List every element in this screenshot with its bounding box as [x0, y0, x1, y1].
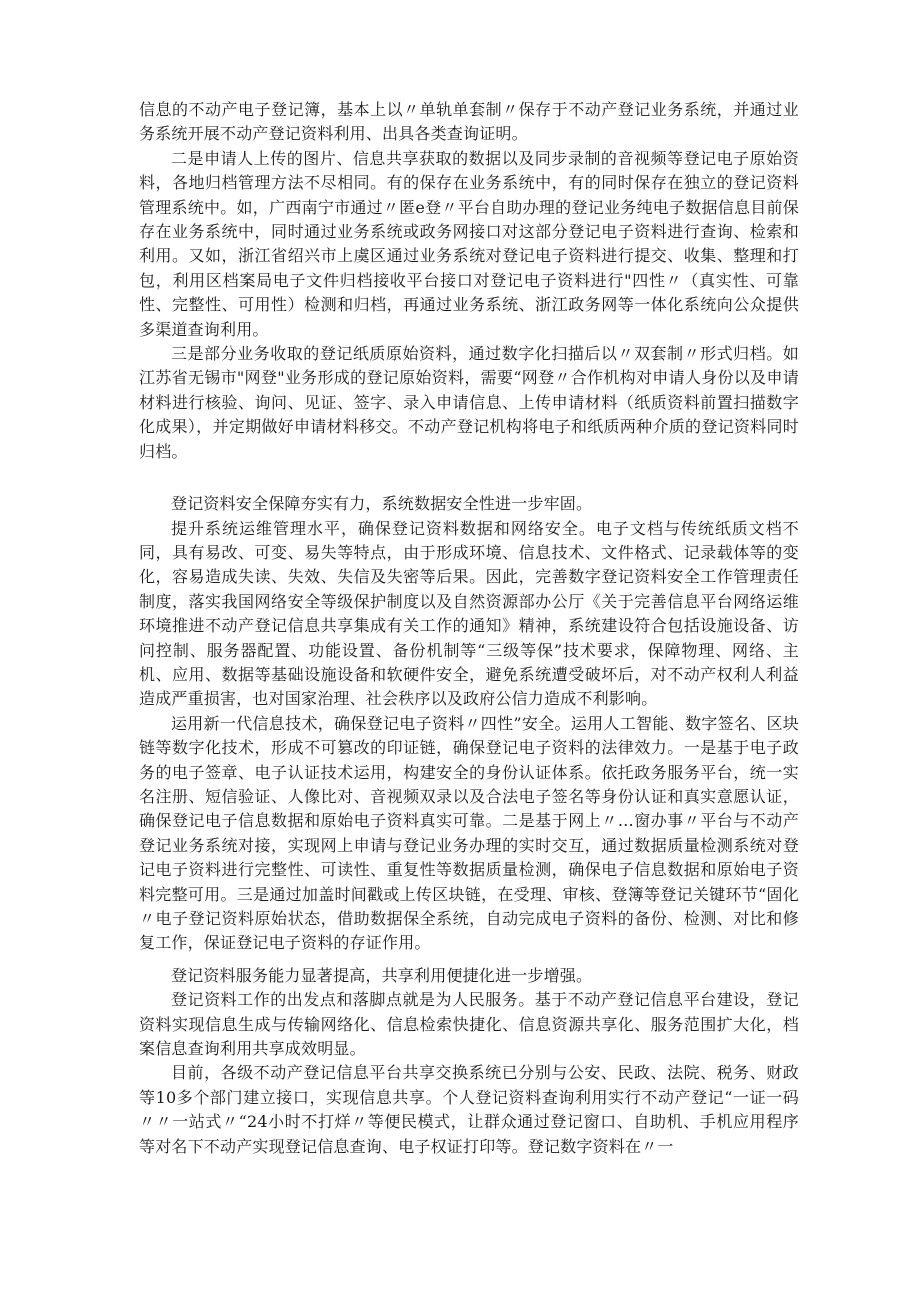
- paragraph-3: 三是部分业务收取的登记纸质原始资料，通过数字化扫描后以〃双套制〃形式归档。如江苏省无锡市"网登"业务形成的登记原始资料，需要“网登〃合作机构对申请人身份以及申请材料进行核验、询问、见证、签字、录入申请信息、上传申请材料（纸质资料前置扫描数字化成果），并定期做好申请材料移交。不动产登记机构将电子和纸质两种介质的登记资料同时归档。: [139, 344, 799, 461]
- paragraph-1: 信息的不动产电子登记簿，基本上以〃单轨单套制〃保存于不动产登记业务系统，并通过业务系统开展不动产登记资料利用、出具各类查询证明。: [139, 100, 799, 144]
- paragraph-7: 目前，各级不动产登记信息平台共享交换系统已分别与公安、民政、法院、税务、财政等10多个部门建立接口，实现信息共享。个人登记资料查询利用实行不动产登记“一证一码〃〃一站式〃“24小时不打烊〃等便民模式，让群众通过登记窗口、自助机、手机应用程序等对名下不动产实现登记信息查询、电子权证打印等。登记数字资料在〃一: [139, 1063, 799, 1156]
- paragraph-6: 登记资料工作的出发点和落脚点就是为人民服务。基于不动产登记信息平台建设，登记资料实现信息生成与传输网络化、信息检索快捷化、信息资源共享化、服务范围扩大化，档案信息查询利用共享成效明显。: [139, 990, 799, 1059]
- section-heading-service: 登记资料服务能力显著提高，共享利用便捷化进一步增强。: [171, 965, 593, 985]
- document-page: [139, 98, 799, 1159]
- paragraph-5: 运用新一代信息技术，确保登记电子资料〃四性”安全。运用人工智能、数字签名、区块链等数字化技术，形成不可篡改的印证链，确保登记电子资料的法律效力。一是基于电子政务的电子签章、电子认证技术运用，构建安全的身份认证体系。依托政务服务平台，统一实名注册、短信验证、人像比对、音视频双录以及合法电子签名等身份认证和真实意愿认证，确保登记电子信息数据和原始电子资料真实可靠。二是基于网上〃…窗办事〃平台与不动产登记业务系统对接，实现网上申请与登记业务办理的实时交互，通过数据质量检测系统对登记电子资料进行完整性、可读性、重复性等数据质量检测，确保电子信息数据和原始电子资料完整可用。三是通过加盖时间戳或上传区块链，在受理、审核、登簿等登记关键环节“固化〃电子登记资料原始状态，借助数据保全系统，自动完成电子资料的备份、检测、对比和修复工作，保证登记电子资料的存证作用。: [139, 713, 799, 953]
- paragraph-4: 提升系统运维管理水平，确保登记资料数据和网络安全。电子文档与传统纸质文档不同，具有易改、可变、易失等特点，由于形成环境、信息技术、文件格式、记录载体等的变化，容易造成失读、失效、失信及失密等后果。因此，完善数字登记资料安全工作管理责任制度，落实我国网络安全等级保护制度以及自然资源部办公厅《关于完善信息平台网络运维环境推进不动产登记信息共享集成有关工作的通知》精神，系统建设符合包括设施设备、访问控制、服务器配置、功能设置、备份机制等“三级等保”技术要求，保障物理、网络、主机、应用、数据等基础设施设备和软硬件安全，避免系统遭受破坏后，对不动产权利人利益造成严重损害，也对国家治理、社会秩序以及政府公信力造成不利影响。: [139, 518, 799, 709]
- paragraph-2: 二是申请人上传的图片、信息共享获取的数据以及同步录制的音视频等登记电子原始资料，各地归档管理方法不尽相同。有的保存在业务系统中，有的同时保存在独立的登记资料管理系统中。如，广西南宁市通过〃匿e登〃平台自助办理的登记业务纯电子数据信息目前保存在业务系统中，同时通过业务系统或政务网接口对这部分登记电子资料进行查询、检索和利用。又如，浙江省绍兴市上虞区通过业务系统对登记电子资料进行提交、收集、整理和打包，利用区档案局电子文件归档接收平台接口对登记电子资料进行"四性〃（真实性、可靠性、完整性、可用性）检测和归档，再通过业务系统、浙江政务网等一体化系统向公众提供多渠道查询利用。: [139, 148, 799, 339]
- section-heading-security: 登记资料安全保障夯实有力，系统数据安全性进一步牢固。: [171, 494, 593, 514]
